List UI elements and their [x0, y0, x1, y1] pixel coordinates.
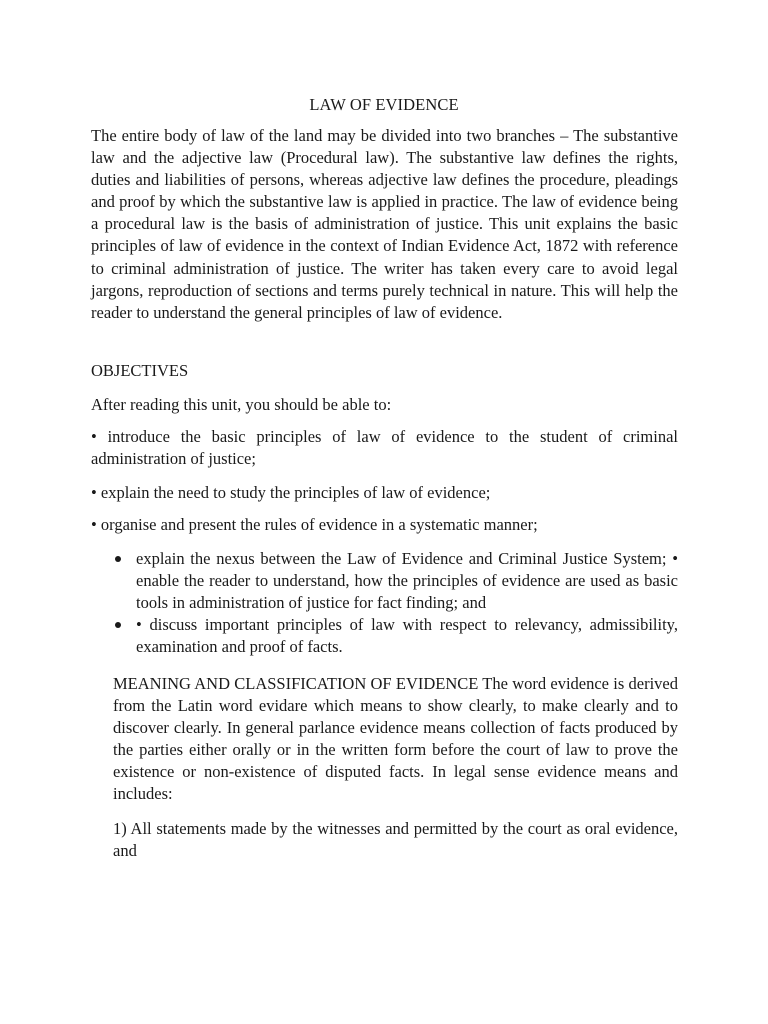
objective-item-3: • organise and present the rules of evidence in a systematic manner;: [91, 515, 538, 534]
bullet-item: [112, 548, 678, 614]
objectives-heading: OBJECTIVES: [91, 361, 189, 380]
statement-item-1: 1) All statements made by the witnesses and permitted by the court as oral evidence, and: [113, 819, 678, 861]
page-title: LAW OF EVIDENCE: [309, 95, 459, 114]
objectives-lead: After reading this unit, you should be able to:: [91, 395, 392, 414]
objective-item-2: • explain the need to study the principles of law of evidence;: [91, 483, 491, 502]
bullet-item-text: • discuss important principles of law with respect to relevancy, admissibility, examination and proof of facts.: [136, 615, 678, 657]
meaning-paragraph: MEANING AND CLASSIFICATION OF EVIDENCE The word evidence is derived from the Latin word evidare which means to show clearly, to make clearly and to discover clearly. In general parlance evidence means collection of facts produced by the parties either orally or in the written form before the court of law to prove the existence or non-existence of disputed facts. In legal sense evidence means and includes:: [113, 674, 678, 804]
intro-paragraph: The entire body of law of the land may be divided into two branches – The substantive law and the adjective law (Procedural law). The substantive law defines the rights, duties and liabilities of persons, whereas adjective law defines the procedure, pleadings and proof by which the substantive law is applied in practice. The law of evidence being a procedural law is the basis of administration of justice. This unit explains the basic principles of law of evidence in the context of Indian Evidence Act, 1872 with reference to criminal administration of justice. The writer has taken every care to avoid legal jargons, reproduction of sections and terms purely technical in nature. This will help the reader to understand the general principles of law of evidence.: [91, 126, 678, 322]
objective-item-1: • introduce the basic principles of law of evidence to the student of criminal administration of justice;: [91, 427, 678, 469]
bullet-item-text: explain the nexus between the Law of Evidence and Criminal Justice System; • enable the reader to understand, how the principles of evidence are used as basic tools in administration of justice for fact finding; and: [136, 549, 678, 613]
bullet-list: [112, 548, 678, 658]
bullet-item: [112, 614, 678, 658]
